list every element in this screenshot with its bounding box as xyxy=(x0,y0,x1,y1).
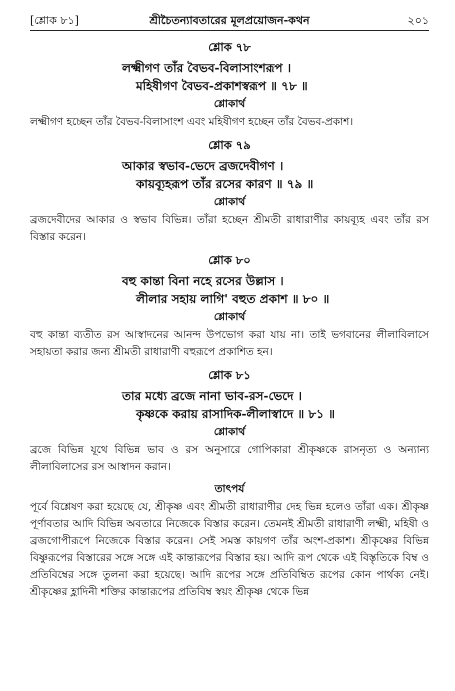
translation-text: বহু কান্তা ব্যতীত রস আস্বাদনের আনন্দ উপভোগ করা যায় না। তাই ভগবানের লীলাবিলাসে সহায়তা করার জন্য শ্রীমতী রাধারাণী বহুরূপে প্রকাশিত হন। xyxy=(30,329,429,358)
verse-line: আকার স্বভাব-ভেদে ব্রজদেবীগণ । xyxy=(122,159,284,173)
verse-line: লক্ষ্মীগণ তাঁর বৈভব-বিলাসাংশরূপ । xyxy=(122,61,292,75)
verse-81 xyxy=(30,367,429,476)
verse-line: লীলার সহায় লাগি' বহুত প্রকাশ ॥ ৮০ ॥ xyxy=(136,292,330,306)
verse-line: কায়ব্যূহরূপ তাঁর রসের কারণ ॥ ৭৯ ॥ xyxy=(136,177,314,191)
header-chapter-title: শ্রীচৈতন্যাবতারের মূলপ্রয়োজন-কথন xyxy=(149,14,310,27)
verse-79 xyxy=(30,137,429,246)
translation-heading: শ্লোকার্থ xyxy=(213,98,246,110)
verse-heading: শ্লোক ৮১ xyxy=(208,368,251,382)
translation-heading: শ্লোকার্থ xyxy=(213,426,246,438)
verse-80 xyxy=(30,252,429,361)
translation-text: ব্রজে বিভিন্ন যূথে বিভিন্ন ভাব ও রস অনুসারে গোপিকারা শ্রীকৃষ্ণকে রাসনৃত্য ও অন্যান্য লীলাবিলাসের রস আস্বাদন করান। xyxy=(30,444,429,473)
purport-section xyxy=(30,482,429,601)
translation-heading: শ্লোকার্থ xyxy=(213,311,246,323)
purport-text: পূর্বে বিশ্লেষণ করা হয়েছে যে, শ্রীকৃষ্ণ এবং শ্রীমতী রাধারাণীর দেহ ভিন্ন হলেও তাঁরা এক। শ্রীকৃষ্ণ পূর্ণাবতার আদি বিভিন্ন অবতারে নিজেকে বিস্তার করেন। তেমনই শ্রীমতী রাধারাণী লক্ষ্মী, মহিষী ও ব্রজগোপীরূপে নিজেকে বিস্তার করেন। সেই সমস্ত কায়গণ তাঁর অংশ-প্রকাশ। শ্রীকৃষ্ণের বিভিন্ন বিষ্ণুরূপের বিস্তারের সঙ্গে সঙ্গে এই কান্তারূপের বিস্তার হয়। আদি রূপ থেকে এই বিস্তৃতিকে বিম্ব ও প্রতিবিম্বের সঙ্গে তুলনা করা হয়েছে। আদি রূপের সঙ্গে প্রতিবিম্বিত রূপের কোন পার্থক্য নেই। শ্রীকৃষ্ণের হ্লাদিনী শক্তির কান্তারূপের প্রতিবিম্ব স্বয়ং শ্রীকৃষ্ণ থেকে ভিন্ন xyxy=(30,501,429,598)
page-number: ২০১ xyxy=(407,14,429,27)
translation-text: ব্রজদেবীদের আকার ও স্বভাব বিভিন্ন। তাঁরা হচ্ছেন শ্রীমতী রাধারাণীর কায়ব্যূহ এবং তাঁর রস বিস্তার করেন। xyxy=(30,214,429,243)
verse-heading: শ্লোক ৭৯ xyxy=(208,138,251,152)
verse-heading: শ্লোক ৮০ xyxy=(208,253,251,267)
translation-heading: শ্লোকার্থ xyxy=(213,196,246,208)
running-header xyxy=(30,8,429,28)
verse-line: বহু কান্তা বিনা নহে রসের উল্লাস । xyxy=(122,274,284,288)
verse-line: মহিষীগণ বৈভব-প্রকাশস্বরূপ ॥ ৭৮ ॥ xyxy=(136,79,308,93)
header-verse-range: [শ্লোক ৮১] xyxy=(30,14,79,27)
verse-line: কৃষ্ণকে করায় রাসাদিক-লীলাস্বাদে ॥ ৮১ ॥ xyxy=(136,407,335,421)
verse-78 xyxy=(30,39,429,131)
purport-heading: তাৎপর্য xyxy=(214,483,245,495)
verse-line: তার মধ্যে ব্রজে নানা ভাব-রস-ভেদে । xyxy=(122,389,302,403)
verse-heading: শ্লোক ৭৮ xyxy=(208,40,251,54)
translation-text: লক্ষ্মীগণ হচ্ছেন তাঁর বৈভব-বিলাসাংশ এবং মহিষীগণ হচ্ছেন তাঁর বৈভব-প্রকাশ। xyxy=(30,116,354,128)
